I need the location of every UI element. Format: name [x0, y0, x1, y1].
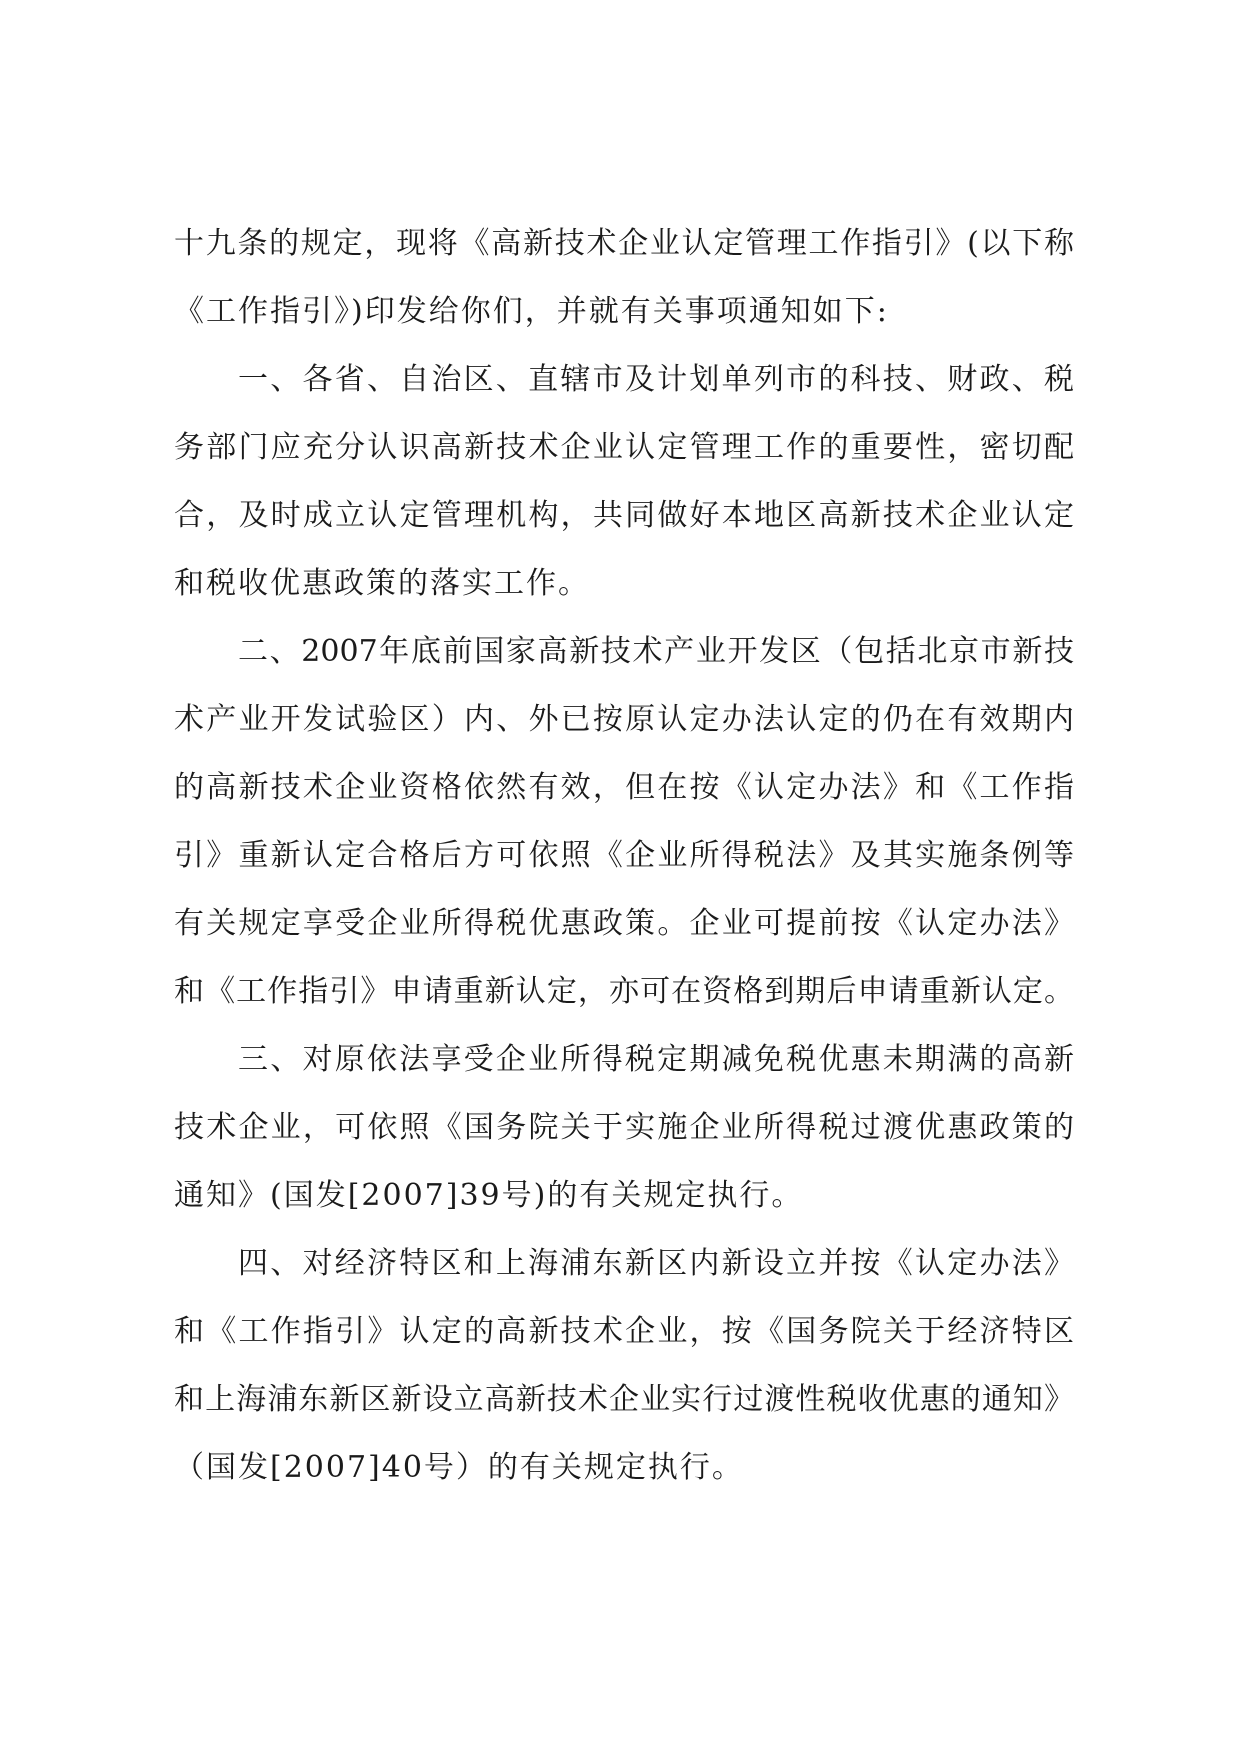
paragraph-line: （国发[2007]40号）的有关规定执行。: [174, 1450, 744, 1485]
paragraph-first-line: 三、对原依法享受企业所得税定期减免税优惠未期满的高新: [238, 1042, 1074, 1077]
paragraph-first-line: 一、各省、自治区、直辖市及计划单列市的科技、财政、税: [238, 362, 1074, 397]
paragraph-line: 和上海浦东新区新设立高新技术企业实行过渡性税收优惠的通知》: [174, 1382, 1074, 1417]
paragraph-line: 通知》(国发[2007]39号)的有关规定执行。: [174, 1178, 804, 1213]
paragraph-first-line: 二、2007年底前国家高新技术产业开发区（包括北京市新技: [238, 634, 1074, 669]
paragraph-line: 《工作指引》)印发给你们，并就有关事项通知如下:: [174, 294, 889, 329]
paragraph-line: 和税收优惠政策的落实工作。: [174, 566, 590, 601]
paragraph-line: 十九条的规定，现将《高新技术企业认定管理工作指引》(以下称: [174, 226, 1074, 261]
paragraph-line: 技术企业，可依照《国务院关于实施企业所得税过渡优惠政策的: [174, 1110, 1074, 1145]
paragraph-line: 务部门应充分认识高新技术企业认定管理工作的重要性，密切配: [174, 430, 1074, 465]
paragraph-line: 和《工作指引》认定的高新技术企业，按《国务院关于经济特区: [174, 1314, 1074, 1349]
paragraph-line: 合，及时成立认定管理机构，共同做好本地区高新技术企业认定: [174, 498, 1074, 533]
paragraph-line: 引》重新认定合格后方可依照《企业所得税法》及其实施条例等: [174, 838, 1074, 873]
paragraph-line: 术产业开发试验区）内、外已按原认定办法认定的仍在有效期内: [174, 702, 1074, 737]
paragraph-line: 的高新技术企业资格依然有效，但在按《认定办法》和《工作指: [174, 770, 1074, 805]
document-body: [174, 210, 1074, 1502]
paragraph-first-line: 四、对经济特区和上海浦东新区内新设立并按《认定办法》: [238, 1246, 1074, 1281]
paragraph-line: 和《工作指引》申请重新认定，亦可在资格到期后申请重新认定。: [174, 974, 1074, 1009]
paragraph-line: 有关规定享受企业所得税优惠政策。企业可提前按《认定办法》: [174, 906, 1074, 941]
